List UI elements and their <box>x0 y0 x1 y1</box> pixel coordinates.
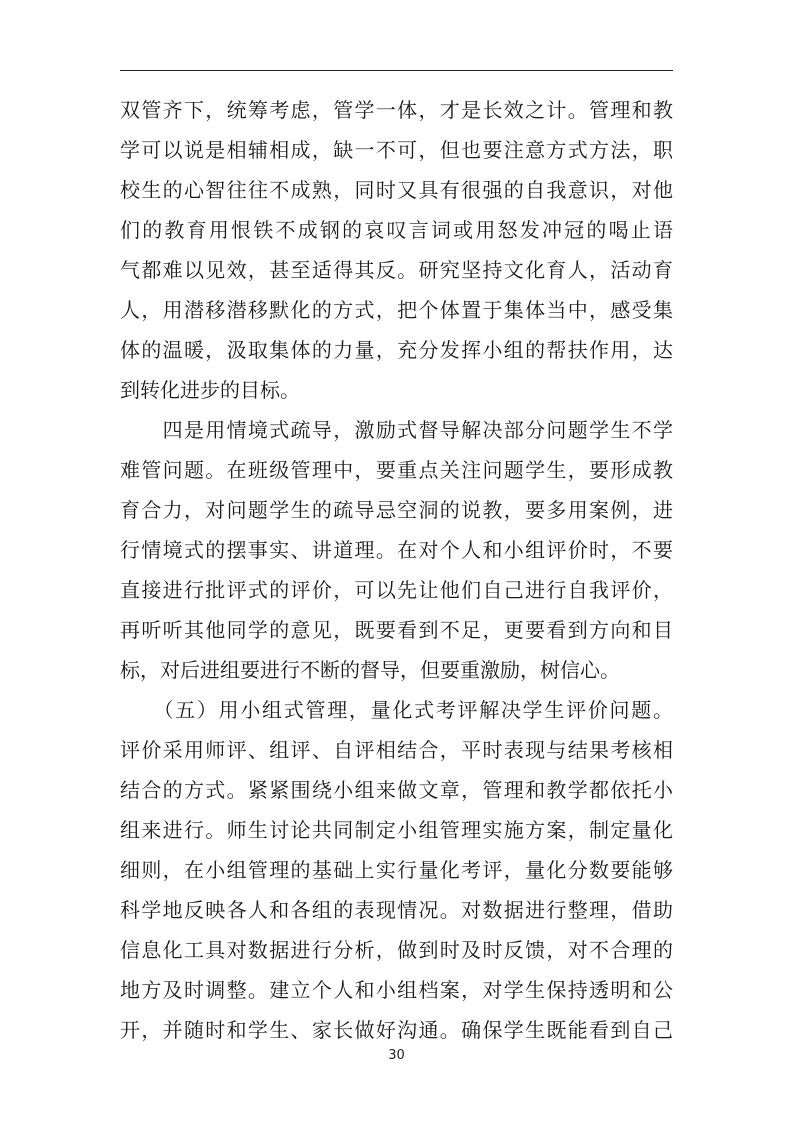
text-line: 体的温暖，汲取集体的力量，充分发挥小组的帮扶作用，达 <box>120 338 673 362</box>
text-line: 学可以说是相辅相成，缺一不可，但也要注意方式方法，职 <box>120 138 673 162</box>
text-line: 细则，在小组管理的基础上实行量化考评，量化分数要能够 <box>120 858 673 882</box>
text-line: 标，对后进组要进行不断的督导，但要重激励，树信心。 <box>120 658 620 682</box>
text-line: 科学地反映各人和各组的表现情况。对数据进行整理，借助 <box>120 898 673 922</box>
text-line: 双管齐下，统筹考虑，管学一体，才是长效之计。管理和教 <box>120 98 673 122</box>
text-line: 四是用情境式疏导，激励式督导解决部分问题学生不学 <box>120 418 673 442</box>
text-line: 再听听其他同学的意见，既要看到不足，更要看到方向和目 <box>120 618 673 642</box>
text-line: （五）用小组式管理，量化式考评解决学生评价问题。 <box>120 698 673 722</box>
header-rule <box>120 70 673 71</box>
text-line: 开，并随时和学生、家长做好沟通。确保学生既能看到自己 <box>120 1018 673 1042</box>
text-line: 直接进行批评式的评价，可以先让他们自己进行自我评价， <box>120 578 673 602</box>
text-line: 信息化工具对数据进行分析，做到时及时反馈，对不合理的 <box>120 938 673 962</box>
text-line: 们的教育用恨铁不成钢的哀叹言词或用怒发冲冠的喝止语 <box>120 218 673 242</box>
text-line: 校生的心智往往不成熟，同时又具有很强的自我意识，对他 <box>120 178 673 202</box>
text-line: 组来进行。师生讨论共同制定小组管理实施方案，制定量化 <box>120 818 673 842</box>
text-line: 评价采用师评、组评、自评相结合，平时表现与结果考核相 <box>120 738 673 762</box>
text-line: 气都难以见效，甚至适得其反。研究坚持文化育人，活动育 <box>120 258 673 282</box>
text-line: 结合的方式。紧紧围绕小组来做文章，管理和教学都依托小 <box>120 778 673 802</box>
text-line: 地方及时调整。建立个人和小组档案，对学生保持透明和公 <box>120 978 673 1002</box>
text-line: 育合力，对问题学生的疏导忌空洞的说教，要多用案例，进 <box>120 498 673 522</box>
text-line: 难管问题。在班级管理中，要重点关注问题学生，要形成教 <box>120 458 673 482</box>
page-number: 30 <box>388 1048 405 1063</box>
text-line: 到转化进步的目标。 <box>120 378 300 402</box>
document-body <box>120 90 673 1050</box>
text-line: 人，用潜移潜移默化的方式，把个体置于集体当中，感受集 <box>120 298 673 322</box>
text-line: 行情境式的摆事实、讲道理。在对个人和小组评价时，不要 <box>120 538 673 562</box>
